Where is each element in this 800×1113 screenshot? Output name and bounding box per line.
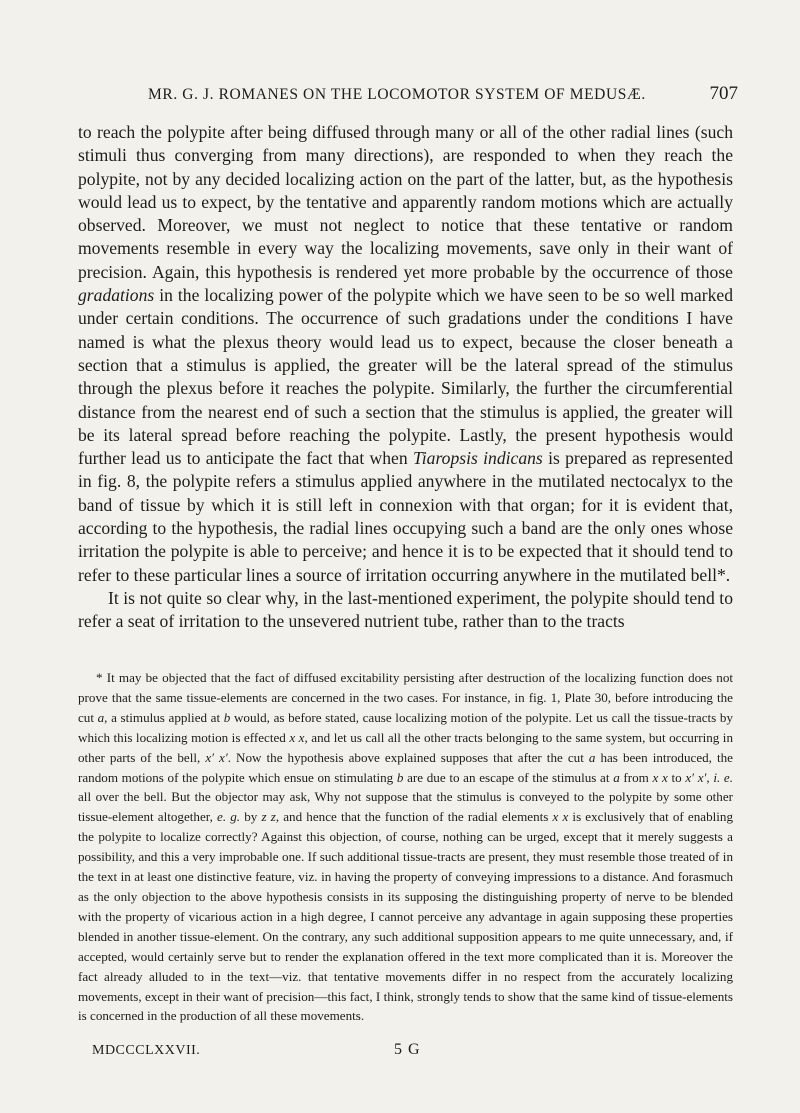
p1-text-b: in the localizing power of the polypite which we have seen to be so well marked under certain conditions. The occurrence of such gradations under the conditions I have named is what the plexus theory would lead us to expect, because the closer beneath a section that a stimulus is applied, the greater will be the lateral spread of the stimulus through the plexus before it reaches the polypite. Similarly, the further the circumferential distance from the nearest end of such a section that the stimulus is applied, the greater will be its lateral spread before reaching the polypite. Lastly, the present hypothesis would further lead us to anticipate the fact that when: [78, 285, 733, 469]
fn-i12: z z: [261, 809, 276, 825]
fn-i3: x x: [289, 729, 305, 745]
fn-t4: , and let us call all the other tracts belonging to the same system, but occurring in other parts of the bell,: [78, 729, 733, 765]
paragraph-2: It is not quite so clear why, in the last-mentioned experiment, the polypite should tend to refer a seat of irritation to the unsevered nutrient tube, rather than to the tracts: [78, 587, 733, 632]
paragraph-1: [78, 121, 733, 587]
fn-t5: . Now the hypothesis above explained supposes that after the cut: [227, 749, 589, 765]
volume-year: MDCCCLXXVII.: [92, 1043, 201, 1058]
fn-i2: b: [223, 709, 231, 725]
footnote: [78, 668, 733, 1026]
fn-t8: from: [619, 769, 653, 785]
fn-t12: by: [240, 809, 262, 825]
fn-i4: x′ x′: [205, 749, 228, 765]
p1-italic-species: Tiaropsis indicans: [412, 448, 543, 469]
fn-i11: e. g.: [217, 809, 241, 825]
p1-text-c: is prepared as represented in fig. 8, the polypite refers a stimulus applied anywhere in the mutilated nectocalyx to the band of tissue by which it is still left in connexion with that organ; for it is evident that, according to the hypothesis, the radial lines occupying such a band are the only ones whose irritation the polypite is able to perceive; and hence it is to be expected that it should tend to refer to these particular lines a source of irritation occurring anywhere in the mutilated bell*.: [78, 448, 733, 585]
page-footer: [92, 1043, 732, 1063]
signature-mark: 5 G: [394, 1041, 421, 1058]
fn-i10: i. e.: [713, 769, 734, 785]
footnote-paragraph: [78, 668, 733, 1026]
fn-t2: , a stimulus applied at: [104, 709, 224, 725]
fn-t14: is exclusively that of enabling the polypite to localize correctly? Against this objection, of course, nothing can be urged, except that it merely suggests a possibility, and this a very improbable one. If such additional tissue-tracts are present, they must resemble those treated of in the text in at least one distinctive feature, viz. in having the property of conveying impressions to a distance. And forasmuch as the only objection to the above hypothesis consists in its supposing the distinguishing property of nerve to be blended with the property of vicarious action in a high degree, I cannot perceive any advantage in again supposing these properties blended in another tissue-element. On the contrary, any such additional supposition appears to me quite unnecessary, and, if accepted, would certainly serve but to render the explanation offered in the text more complicated than it is. Moreover the fact already alluded to in the text—viz. that tentative movements differ in no respect from the accurately localizing movements, except in their want of precision—this fact, I think, strongly tends to show that the same kind of tissue-elements is concerned in the production of all these movements.: [78, 809, 733, 1024]
fn-i8: x x: [652, 769, 668, 785]
fn-i1: a: [97, 709, 105, 725]
fn-t1: * It may be objected that the fact of diffused excitability persisting after destruction of the localizing function does not prove that the same tissue-elements are concerned in the two cases. For instance, in fig. 1, Plate 30, before introducing the cut: [78, 670, 733, 725]
fn-t3: would, as before stated, cause localizing motion of the polypite. Let us call the tissue-tracts by which this localizing motion is effected: [78, 709, 733, 745]
fn-i13: x x: [552, 809, 569, 825]
fn-t10: ,: [706, 769, 714, 785]
p1-text-a: to reach the polypite after being diffused through many or all of the other radial lines (such stimuli thus converging from many directions), are responded to when they reach the polypite, not by any decided localizing action on the part of the latter, but, as the hypothesis would lead us to expect, by the tentative and apparently random motions which are actually observed. Moreover, we must not neglect to notice that these tentative or random movements resemble in every way the localizing movements, save only in their want of precision. Again, this hypothesis is rendered yet more probable by the occurrence of those: [78, 122, 733, 282]
fn-t13: , and hence that the function of the radial elements: [275, 809, 553, 825]
fn-t7: are due to an escape of the stimulus at: [403, 769, 614, 785]
running-head: MR. G. J. ROMANES ON THE LOCOMOTOR SYSTEM OF MEDUSÆ.: [148, 86, 646, 103]
fn-i9: x′ x′: [685, 769, 707, 785]
fn-i5: a: [588, 749, 596, 765]
page-number: 707: [709, 83, 738, 104]
body-text: [78, 121, 733, 634]
fn-t6: has been introduced, the random motions of the polypite which ensue on stimulating: [78, 749, 733, 785]
fn-i6: b: [396, 769, 404, 785]
p1-italic-gradations: gradations: [78, 285, 155, 306]
fn-t11: all over the bell. But the objector may ask, Why not suppose that the stimulus is conveyed to the polypite by some other tissue-element altogether,: [78, 789, 733, 825]
fn-t9: to: [667, 769, 686, 785]
fn-i7: a: [613, 769, 620, 785]
